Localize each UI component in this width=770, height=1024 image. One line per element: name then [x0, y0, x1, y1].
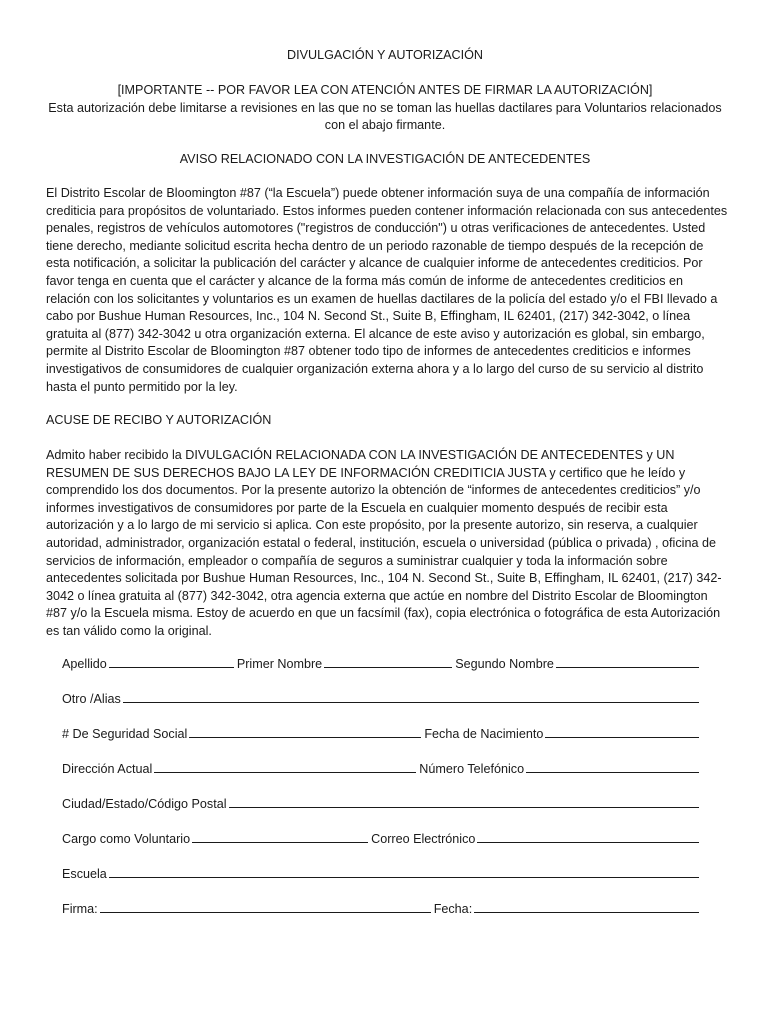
firma-field[interactable]: [100, 899, 431, 913]
alias-row: [62, 689, 702, 724]
ssn-field[interactable]: [189, 724, 421, 738]
alias-field[interactable]: [123, 689, 699, 703]
ciudad-label: Ciudad/Estado/Código Postal: [62, 797, 227, 811]
acknowledgement-heading: ACUSE DE RECIBO Y AUTORIZACIÓN: [46, 413, 272, 427]
apellido-label: Apellido: [62, 657, 107, 671]
ssn-row: [62, 724, 702, 759]
segundo-nombre-label: Segundo Nombre: [455, 657, 554, 671]
segundo-nombre-field[interactable]: [556, 654, 699, 668]
cargo-field[interactable]: [192, 829, 368, 843]
fecha-label: Fecha:: [433, 902, 473, 916]
escuela-label: Escuela: [62, 867, 107, 881]
name-row: [62, 654, 702, 689]
cargo-label: Cargo como Voluntario: [62, 832, 191, 846]
document-title: DIVULGACIÓN Y AUTORIZACIÓN: [287, 48, 483, 62]
address-row: [62, 759, 702, 794]
escuela-row: [62, 864, 702, 899]
direccion-field[interactable]: [154, 759, 416, 773]
acknowledgement-paragraph: Admito haber recibido la DIVULGACIÓN RELACIONADA CON LA INVESTIGACIÓN DE ANTECEDENTES y UN RESUMEN DE SUS DERECHOS BAJO LA LEY DE INFORMACIÓN CREDITICIA JUSTA y certifico que he leído y comprendido los dos documentos. Por la presente autorizo la obtención de “informes de antecedentes crediticios” y/o informes investigativos de consumidores por parte de la Escuela en cualquier momento después de recibir esta autorización y a lo largo de mi servicio si aplica. Con este propósito, por la presente autorizo, sin reserva, a cualquier autoridad, administrador, organización estatal o federal, institución, escuela o universidad (pública o privada) , oficina de servicios de información, empleador o compañía de seguros a suministrar cualquier y toda la información sobre antecedentes solicitada por Bushue Human Resources, Inc., 104 N. Second St., Suite B, Effingham, IL 62401, (217) 342-3042 o línea gratuita al (877) 342-3042, otra agencia externa que actúe en nombre del Distrito Escolar de Bloomington #87 y/o la Escuela misma. Estoy de acuerdo en que un facsímil (fax), copia electrónica o fotográfica de esta Autorización es tan válido como la original.: [46, 448, 722, 638]
alias-label: Otro /Alias: [62, 692, 121, 706]
city-row: [62, 794, 702, 829]
important-line: [IMPORTANTE -- POR FAVOR LEA CON ATENCIÓN ANTES DE FIRMAR LA AUTORIZACIÓN]: [117, 83, 653, 97]
direccion-label: Dirección Actual: [62, 762, 153, 776]
correo-label: Correo Electrónico: [371, 832, 476, 846]
escuela-field[interactable]: [109, 864, 699, 878]
telefono-field[interactable]: [526, 759, 699, 773]
telefono-label: Número Telefónico: [419, 762, 525, 776]
firma-label: Firma:: [62, 902, 98, 916]
cargo-row: [62, 829, 702, 864]
ssn-label: # De Seguridad Social: [62, 727, 188, 741]
applicant-form: [62, 654, 702, 934]
apellido-field[interactable]: [109, 654, 234, 668]
primer-nombre-label: Primer Nombre: [236, 657, 323, 671]
restriction-text: Esta autorización debe limitarse a revisiones en las que no se toman las huellas dactilares para Voluntarios relacionados con el abajo firmante.: [48, 100, 722, 133]
notice-paragraph: El Distrito Escolar de Bloomington #87 (“la Escuela”) puede obtener información suya de una compañía de información crediticia para propósitos de voluntariado. Estos informes pueden contener información relacionada con sus antecedentes penales, registros de vehículos automotores ("registros de conducción") u otras verificaciones de antecedentes. Usted tiene derecho, mediante solicitud escrita hecha dentro de un periodo razonable de tiempo después de la recepción de esta notificación, a solicitar la publicación del carácter y alcance de cualquier informe de antecedentes crediticios. Por favor tenga en cuenta que el carácter y alcance de la forma más común de informe de antecedentes crediticios en relación con los solicitantes y voluntarios es un examen de huellas dactilares de la policía del estado y/o el FBI llevado a cabo por Bushue Human Resources, Inc., 104 N. Second St., Suite B, Effingham, IL 62401, (217) 342-3042, o línea gratuita al (877) 342-3042 u otra organización externa. El alcance de este aviso y autorización es global, sin embargo, permite al Distrito Escolar de Bloomington #87 obtener todo tipo de informes de antecedentes crediticios e informes investigativos de consumidores de cualquier organización externa ahora y a lo largo del curso de su servicio al distrito hasta el punto permitido por la ley.: [46, 186, 728, 394]
fecha-field[interactable]: [474, 899, 699, 913]
fecha-nacimiento-label: Fecha de Nacimiento: [424, 727, 544, 741]
fecha-nacimiento-field[interactable]: [545, 724, 699, 738]
correo-field[interactable]: [477, 829, 699, 843]
ciudad-field[interactable]: [229, 794, 699, 808]
notice-heading: AVISO RELACIONADO CON LA INVESTIGACIÓN DE ANTECEDENTES: [179, 152, 591, 166]
signature-row: [62, 899, 702, 934]
primer-nombre-field[interactable]: [324, 654, 452, 668]
important-notice: [40, 82, 730, 135]
